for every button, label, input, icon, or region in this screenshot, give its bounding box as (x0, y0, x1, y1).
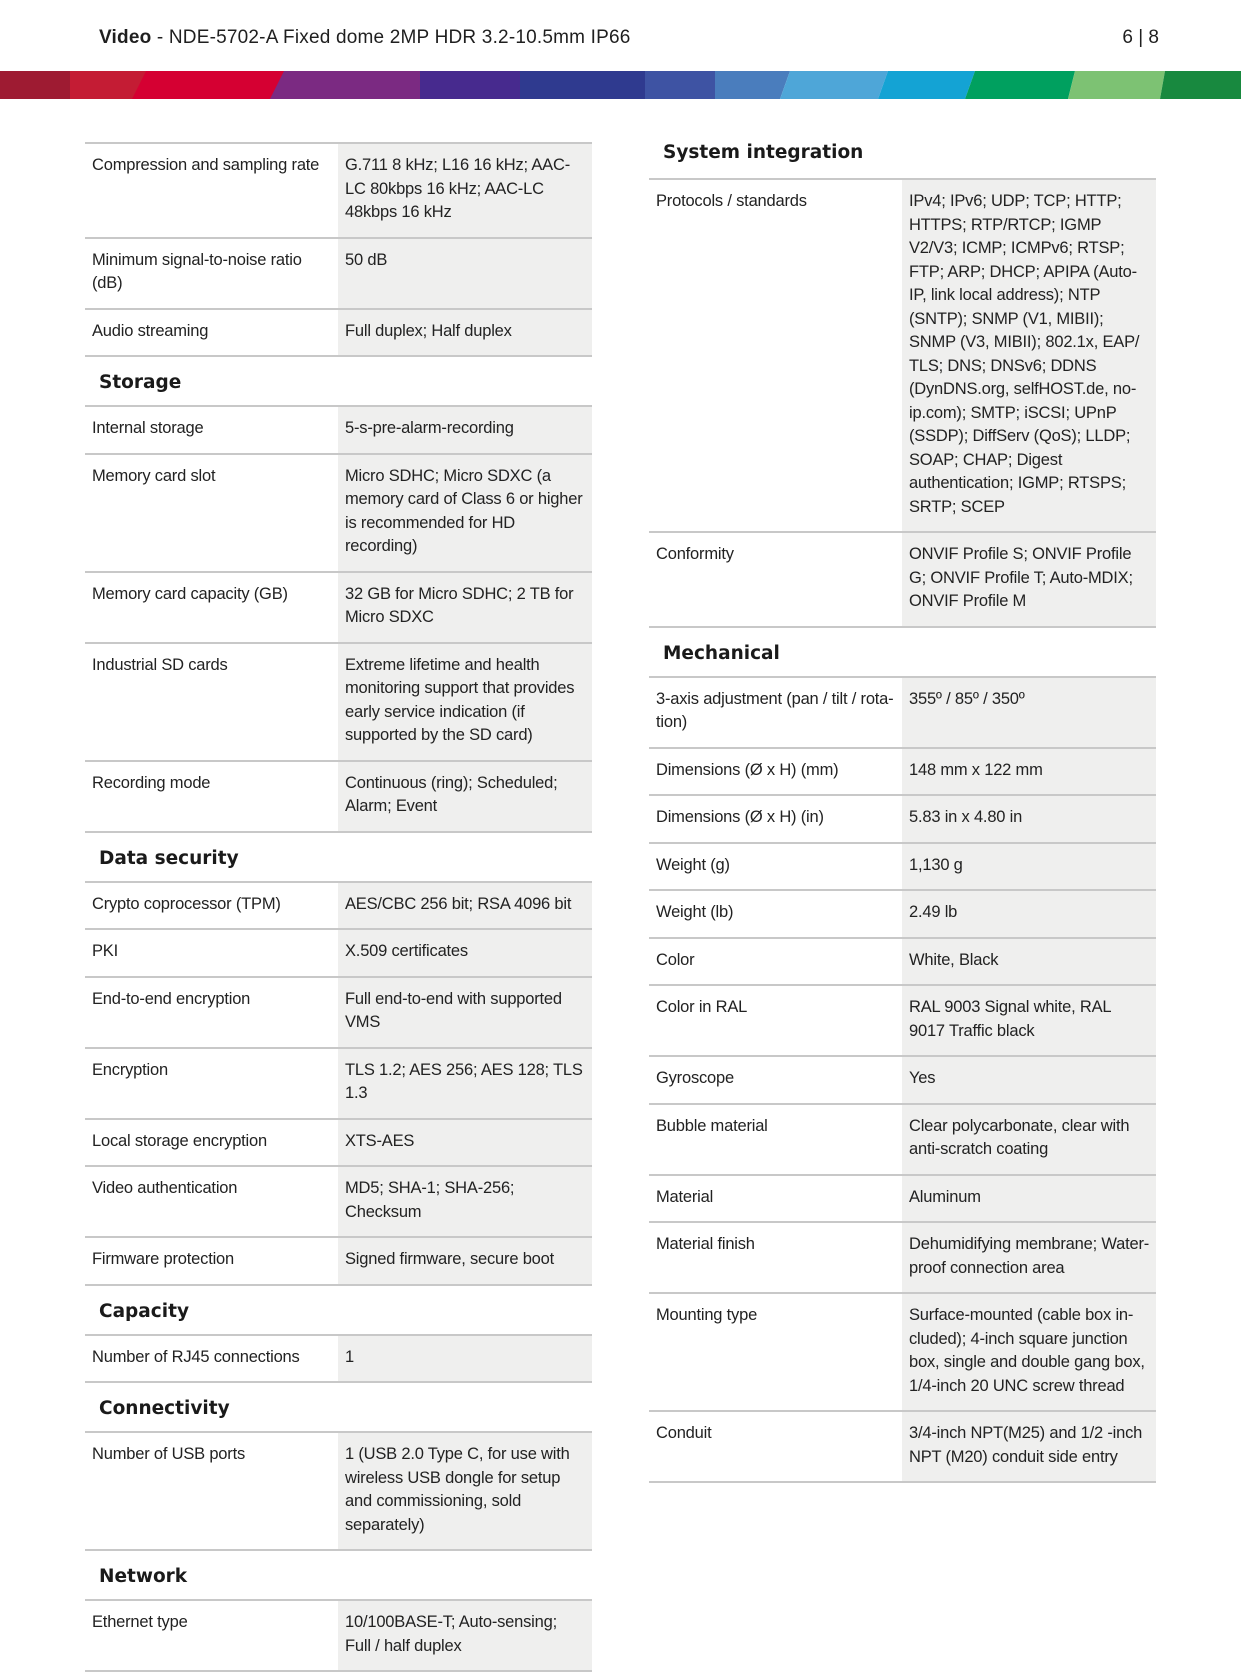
spec-row (649, 938, 1156, 986)
spec-value: 1 (338, 1335, 592, 1383)
spec-row (85, 454, 592, 572)
data-security-heading: Data security (99, 847, 239, 869)
document-title (99, 27, 631, 49)
spec-row (649, 1411, 1156, 1482)
spec-row (85, 761, 592, 832)
spec-label: Industrial SD cards (85, 643, 338, 761)
spec-label: Dimensions (Ø x H) (in) (649, 795, 902, 843)
spec-row (85, 1335, 592, 1383)
spec-row (85, 1600, 592, 1671)
spec-label: Minimum signal-to-noise ratio (dB) (85, 238, 338, 309)
spec-label: Compression and sampling rate (85, 143, 338, 238)
network-table (85, 1599, 592, 1672)
color-band (0, 71, 1241, 99)
spec-label: Mounting type (649, 1293, 902, 1411)
spec-value: 3/4-inch NPT(M25) and 1/2 -inch NPT (M20) conduit side entry (902, 1411, 1156, 1482)
storage-heading: Storage (99, 372, 182, 393)
spec-label: Encryption (85, 1048, 338, 1119)
storage-table (85, 405, 592, 833)
connectivity-heading: Connectivity (99, 1398, 230, 1419)
spec-row (85, 1432, 592, 1550)
spec-value: 2.49 lb (902, 890, 1156, 938)
spec-row (85, 1048, 592, 1119)
spec-label: Firmware protection (85, 1237, 338, 1285)
mechanical-heading: Mechanical (663, 642, 780, 664)
spec-row (85, 977, 592, 1048)
spec-row (649, 1175, 1156, 1223)
color-band-segment (1068, 71, 1165, 99)
spec-row (85, 309, 592, 357)
spec-row (649, 677, 1156, 748)
spec-label: Color in RAL (649, 985, 902, 1056)
spec-row (649, 1222, 1156, 1293)
spec-row (85, 882, 592, 930)
spec-row (649, 1293, 1156, 1411)
data-security-table (85, 881, 592, 1286)
left-column (85, 142, 592, 1672)
spec-value: Dehumidifying membrane; Waterproof connection area (902, 1222, 1156, 1293)
capacity-table (85, 1334, 592, 1384)
right-column (649, 136, 1156, 1483)
spec-value: AES/CBC 256 bit; RSA 4096 bit (338, 882, 592, 930)
spec-row (85, 1237, 592, 1285)
spec-value: 5-s-pre-alarm-recording (338, 406, 592, 454)
spec-label: Conduit (649, 1411, 902, 1482)
spec-row (649, 532, 1156, 627)
spec-value: Micro SDHC; Micro SDXC (a memory card of Class 6 or higher is recommended for HD recording) (338, 454, 592, 572)
spec-label: Bubble material (649, 1104, 902, 1175)
color-band-graphic (0, 71, 1241, 99)
spec-row (85, 1166, 592, 1237)
spec-label: Protocols / standards (649, 179, 902, 532)
page-number: 6 | 8 (1122, 27, 1159, 48)
spec-row (649, 1056, 1156, 1104)
spec-value: 32 GB for Micro SDHC; 2 TB for Micro SDXC (338, 572, 592, 643)
spec-label: Crypto coprocessor (TPM) (85, 882, 338, 930)
spec-value: Yes (902, 1056, 1156, 1104)
spec-label: Ethernet type (85, 1600, 338, 1671)
spec-value: 5.83 in x 4.80 in (902, 795, 1156, 843)
spec-value: IPv4; IPv6; UDP; TCP; HTTP; HTTPS; RTP/RTCP; IGMP V2/V3; ICMP; ICMPv6; RTSP; FTP; ARP; DHCP; APIPA (Auto-IP, link local address); NTP (SNTP); SNMP (V1, MIBII); SNMP (V3, MIBII); 802.1x, EAP/ TLS; DNS; DNSv6; DDNS (DynDNS.org, selfHOST.de, no-ip.com); SMTP; iSCSI; UPnP (SSDP); DiffServ (QoS); LLDP; SOAP; CHAP; Digest authentication; IGMP; RTSPS; SRTP; SCEP (902, 179, 1156, 532)
spec-label: Gyroscope (649, 1056, 902, 1104)
color-band-segment (645, 71, 715, 99)
color-band-segment (132, 71, 288, 99)
spec-value: X.509 certificates (338, 929, 592, 977)
spec-label: Memory card capacity (GB) (85, 572, 338, 643)
color-band-segment (0, 71, 80, 99)
document-product-name: - NDE-5702-A Fixed dome 2MP HDR 3.2-10.5mm IP66 (151, 27, 631, 48)
system-integration-table (649, 178, 1156, 628)
spec-label: Weight (lb) (649, 890, 902, 938)
spec-row (85, 643, 592, 761)
spec-label: Conformity (649, 532, 902, 627)
system-integration-heading: System integration (663, 142, 864, 163)
spec-row (649, 795, 1156, 843)
spec-value: 355º / 85º / 350º (902, 677, 1156, 748)
page-header (0, 0, 1241, 70)
spec-row (85, 238, 592, 309)
spec-row (85, 929, 592, 977)
spec-label: Material finish (649, 1222, 902, 1293)
color-band-segment (965, 71, 1075, 99)
spec-label: Number of USB ports (85, 1432, 338, 1550)
color-band-segment (520, 71, 645, 99)
spec-value: Signed firmware, secure boot (338, 1237, 592, 1285)
spec-label: 3-axis adjustment (pan / tilt / rotation) (649, 677, 902, 748)
spec-label: Color (649, 938, 902, 986)
spec-value: 50 dB (338, 238, 592, 309)
spec-row (85, 1119, 592, 1167)
spec-value: MD5; SHA-1; SHA-256; Checksum (338, 1166, 592, 1237)
spec-label: Memory card slot (85, 454, 338, 572)
spec-value: 1 (USB 2.0 Type C, for use with wireless USB dongle for setup and commissioning, sold separately) (338, 1432, 592, 1550)
spec-value: Full duplex; Half duplex (338, 309, 592, 357)
spec-row (85, 406, 592, 454)
spec-row (649, 748, 1156, 796)
spec-value: Aluminum (902, 1175, 1156, 1223)
spec-row (649, 1104, 1156, 1175)
capacity-heading: Capacity (99, 1300, 189, 1322)
spec-row (649, 179, 1156, 532)
color-band-segment (1160, 71, 1241, 99)
spec-value: RAL 9003 Signal white, RAL 9017 Traffic black (902, 985, 1156, 1056)
spec-label: Material (649, 1175, 902, 1223)
spec-label: Recording mode (85, 761, 338, 832)
spec-label: End-to-end encryption (85, 977, 338, 1048)
spec-label: Weight (g) (649, 843, 902, 891)
spec-label: Internal storage (85, 406, 338, 454)
connectivity-table (85, 1431, 592, 1551)
spec-value: 10/100BASE-T; Auto-sensing; Full / half duplex (338, 1600, 592, 1671)
color-band-segment (270, 71, 420, 99)
spec-label: Video authentication (85, 1166, 338, 1237)
spec-row (649, 985, 1156, 1056)
document-category: Video (99, 27, 152, 48)
spec-value: XTS-AES (338, 1119, 592, 1167)
spec-label: Number of RJ45 connections (85, 1335, 338, 1383)
spec-value: 148 mm x 122 mm (902, 748, 1156, 796)
spec-label: Dimensions (Ø x H) (mm) (649, 748, 902, 796)
spec-label: PKI (85, 929, 338, 977)
color-band-segment (780, 71, 888, 99)
spec-value: 1,130 g (902, 843, 1156, 891)
mechanical-table (649, 676, 1156, 1484)
spec-row (85, 143, 592, 238)
network-heading: Network (99, 1566, 188, 1587)
spec-label: Audio streaming (85, 309, 338, 357)
spec-value: TLS 1.2; AES 256; AES 128; TLS 1.3 (338, 1048, 592, 1119)
spec-label: Local storage encryption (85, 1119, 338, 1167)
spec-value: ONVIF Profile S; ONVIF Profile G; ONVIF Profile T; Auto-MDIX; ONVIF Profile M (902, 532, 1156, 627)
spec-value: G.711 8 kHz; L16 16 kHz; AAC-LC 80kbps 16 kHz; AAC-LC 48kbps 16 kHz (338, 143, 592, 238)
spec-row (85, 572, 592, 643)
spec-row (649, 843, 1156, 891)
color-band-segment (878, 71, 975, 99)
spec-value: Full end-to-end with supported VMS (338, 977, 592, 1048)
color-band-segment (420, 71, 520, 99)
color-band-segment (715, 71, 790, 99)
audio-table (85, 142, 592, 357)
spec-value: Continuous (ring); Scheduled; Alarm; Event (338, 761, 592, 832)
spec-value: White, Black (902, 938, 1156, 986)
spec-value: Clear polycarbonate, clear with anti-scratch coating (902, 1104, 1156, 1175)
spec-value: Surface-mounted (cable box included); 4-inch square junction box, single and double gang box, 1/4-inch 20 UNC screw thread (902, 1293, 1156, 1411)
spec-value: Extreme lifetime and health monitoring support that provides early service indication (if supported by the SD card) (338, 643, 592, 761)
spec-row (649, 890, 1156, 938)
